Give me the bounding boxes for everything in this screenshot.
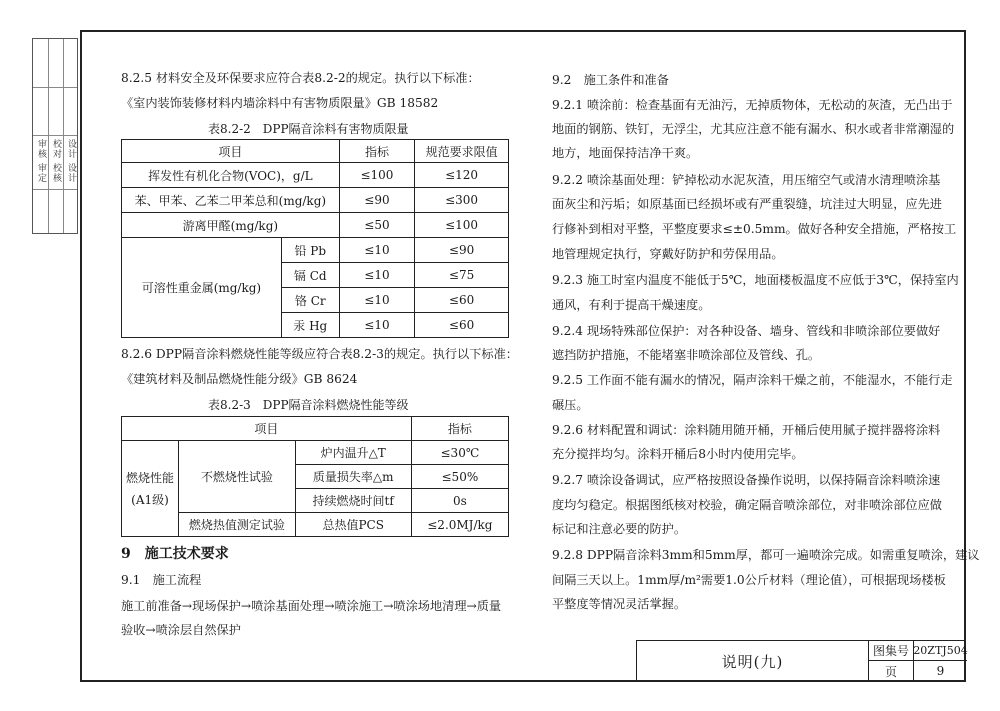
para-line: 9.2.7 喷涂设备调试，应严格按照设备操作说明，以保持隔音涂料喷涂速 — [552, 473, 941, 487]
para-line: 9.2.8 DPP隔音涂料3mm和5mm厚，都可一遍喷涂完成。如需重复喷涂，建议 — [552, 548, 980, 562]
para-line: 碾压。 — [552, 398, 589, 412]
table-8-2-3-caption: 表8.2-3 DPP隔音涂料燃烧性能等级 — [208, 398, 409, 412]
para-line: 间隔三天以上。1mm厚/m²需要1.0公斤材料（理论值），可根据现场楼板 — [552, 573, 946, 587]
para-line: 面灰尘和污垢；如原基面已经损坏或有严重裂缝，坑洼过大明显，应先进 — [552, 197, 942, 211]
value: ≤30℃ — [411, 441, 508, 465]
value: 0s — [411, 489, 508, 513]
para-line: 地方，地面保持洁净干爽。 — [552, 146, 699, 160]
row-index: ≤90 — [339, 188, 414, 213]
param: 总热值PCS — [295, 513, 411, 537]
header-index: 指标 — [339, 140, 414, 163]
param: 质量损失率△m — [295, 465, 411, 489]
section-9-heading: 9 施工技术要求 — [121, 546, 229, 562]
clause-8-2-5-line1: 8.2.5 材料安全及环保要求应符合表8.2-2的规定。执行以下标准： — [121, 71, 480, 85]
para-line: 9.2.6 材料配置和调试：涂料随用随开桶，开桶后使用腻子搅拌器将涂料 — [552, 423, 941, 437]
metal-index: ≤10 — [339, 263, 414, 288]
title-block — [636, 640, 966, 680]
header-index: 指标 — [411, 417, 508, 441]
row-item: 游离甲醛(mg/kg) — [122, 213, 340, 238]
metal-index: ≤10 — [339, 288, 414, 313]
metal-limit: ≤60 — [415, 313, 509, 338]
para-line: 9.2 施工条件和准备 — [552, 73, 669, 87]
table-8-2-2-caption: 表8.2-2 DPP隔音涂料有害物质限量 — [208, 122, 409, 136]
table-row — [122, 441, 509, 465]
para-line: 9.2.4 现场特殊部位保护：对各种设备、墙身、管线和非喷涂部位要做好 — [552, 324, 941, 338]
heavy-metal-label: 可溶性重金属(mg/kg) — [122, 238, 282, 338]
metal-name: 铅 Pb — [281, 238, 339, 263]
metal-name: 铬 Cr — [281, 288, 339, 313]
metal-index: ≤10 — [339, 238, 414, 263]
page-label: 页 — [869, 661, 914, 681]
header-limit: 规范要求限值 — [415, 140, 509, 163]
header-item: 项目 — [122, 417, 412, 441]
para-line: 通风，有利于提高干燥速度。 — [552, 298, 711, 312]
row-limit: ≤300 — [415, 188, 509, 213]
row-index: ≤100 — [339, 163, 414, 188]
para-line: 行修补到相对平整，平整度要求≤±0.5mm。做好各种安全措施，严格按工 — [552, 222, 957, 236]
combustion-grade-label — [122, 441, 179, 537]
para-line: 9.2.2 喷涂基面处理：铲掉松动水泥灰渣，用压缩空气或清水清理喷涂基 — [552, 173, 941, 187]
para-line: 度均匀稳定。根据图纸核对校验，确定隔音喷涂部位，对非喷涂部位应做 — [552, 498, 942, 512]
metal-limit: ≤60 — [415, 288, 509, 313]
clause-8-2-6-line1: 8.2.6 DPP隔音涂料燃烧性能等级应符合表8.2-3的规定。执行以下标准： — [121, 347, 518, 361]
value: ≤50% — [411, 465, 508, 489]
table-row — [122, 188, 509, 213]
stamp-col-3: 设计 设计 — [66, 139, 76, 183]
clause-8-2-5-line2: 《室内装饰装修材料内墙涂料中有害物质限量》GB 18582 — [121, 96, 439, 110]
test-noncombustibility: 不燃烧性试验 — [179, 441, 296, 513]
row-item: 挥发性有机化合物(VOC)，g/L — [122, 163, 340, 188]
para-line: 遮挡防护措施，不能堵塞非喷涂部位及管线、孔。 — [552, 348, 821, 362]
combustion-grade-label-1: 燃烧性能 — [126, 470, 175, 485]
para-line: 地面的钢筋、铁钉，无浮尘，尤其应注意不能有漏水、积水或者非常潮湿的 — [552, 122, 955, 136]
para-line: 标记和注意必要的防护。 — [552, 522, 687, 536]
stamp-col-1: 审核 审定 — [36, 139, 46, 183]
para-line: 9.2.3 施工时室内温度不能低于5℃，地面楼板温度不应低于3℃，保持室内 — [552, 273, 959, 287]
section-9-1-heading: 9.1 施工流程 — [121, 573, 202, 587]
para-line: 9.2.1 喷涂前：检查基面有无油污，无掉质物体，无松动的灰渣，无凸出于 — [552, 98, 953, 112]
atlas-number-value: 20ZTJ504 — [914, 641, 967, 661]
para-line: 9.2.5 工作面不能有漏水的情况，隔声涂料干燥之前，不能湿水，不能行走 — [552, 373, 953, 387]
test-calorific: 燃烧热值测定试验 — [179, 513, 296, 537]
table-row — [122, 213, 509, 238]
header-item: 项目 — [122, 140, 340, 163]
param: 持续燃烧时间tf — [295, 489, 411, 513]
combustion-grade-label-2: (A1级) — [131, 492, 169, 507]
stamp-col-2: 校对 校核 — [51, 139, 61, 183]
para-line: 充分搅拌均匀。涂料开桶后8小时内使用完毕。 — [552, 447, 804, 461]
value: ≤2.0MJ/kg — [411, 513, 508, 537]
section-9-1-line1: 施工前准备→现场保护→喷涂基面处理→喷涂施工→喷涂场地清理→质量 — [121, 599, 502, 613]
row-limit: ≤120 — [415, 163, 509, 188]
row-item: 苯、甲苯、乙苯二甲苯总和(mg/kg) — [122, 188, 340, 213]
row-limit: ≤100 — [415, 213, 509, 238]
clause-8-2-6-line2: 《建筑材料及制品燃烧性能分级》GB 8624 — [121, 372, 358, 386]
para-line: 地管理规定执行，穿戴好防护和劳保用品。 — [552, 247, 784, 261]
table-row — [122, 163, 509, 188]
page-number: 9 — [936, 664, 945, 678]
row-index: ≤50 — [339, 213, 414, 238]
signature-stamp-block — [32, 38, 78, 234]
atlas-number-label: 图集号 — [869, 641, 914, 661]
metal-index: ≤10 — [339, 313, 414, 338]
para-line: 平整度等情况灵活掌握。 — [552, 597, 687, 611]
table-hazardous-substances — [121, 139, 509, 338]
param: 炉内温升△T — [295, 441, 411, 465]
metal-limit: ≤90 — [415, 238, 509, 263]
table-row — [122, 238, 509, 263]
table-combustion-performance — [121, 416, 509, 537]
section-9-1-line2: 验收→喷涂层自然保护 — [121, 623, 241, 637]
table-row — [122, 513, 509, 537]
metal-name: 汞 Hg — [281, 313, 339, 338]
sheet-title: 说明(九) — [637, 641, 869, 681]
metal-name: 镉 Cd — [281, 263, 339, 288]
metal-limit: ≤75 — [415, 263, 509, 288]
